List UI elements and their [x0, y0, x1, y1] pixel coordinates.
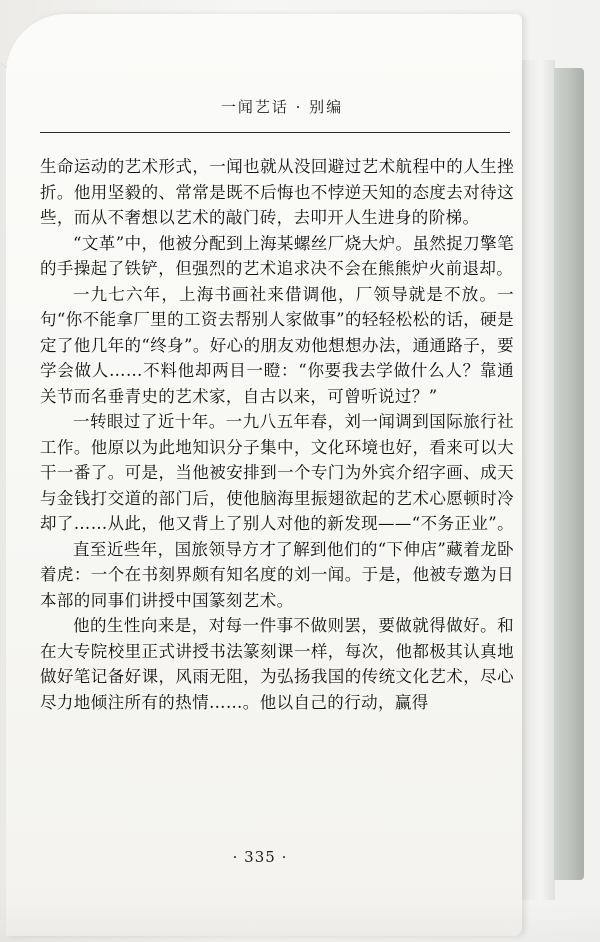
- paragraph-1: 生命运动的艺术形式，一闻也就从没回避过艺术航程中的人生挫折。他用坚毅的、常常是既不后悔也不悖逆天知的态度去对待这些，而从不奢想以艺术的敲门砖，去叩开人生进身的阶梯。: [40, 157, 514, 227]
- book-cover-edge: [554, 68, 584, 880]
- running-head: 一闻艺话 · 别编: [220, 98, 344, 116]
- page-number: · 335 ·: [232, 848, 288, 866]
- paragraph-2: “文革”中，他被分配到上海某螺丝厂烧大炉。虽然捉刀擎笔的手操起了铁铲，但强烈的艺术追求决不会在熊熊炉火前退却。: [40, 233, 514, 278]
- header-rule: [40, 132, 510, 133]
- bottom-shadow: [0, 900, 600, 942]
- paragraph-5: 直至近些年，国旅领导方才了解到他们的“下伸店”藏着龙卧着虎：一个在书刻界颇有知名度的刘一闻。于是，他被专邀为日本部的同事们讲授中国篆刻艺术。: [40, 539, 514, 610]
- paragraph-4: 一转眼过了近十年。一九八五年春，刘一闻调到国际旅行社工作。他原以为此地知识分子集中，文化环境也好，看来可以大干一番了。可是，当他被安排到一个专门为外宾介绍字画、成天与金钱打交道的部门后，使他脑海里振翅欲起的艺术心愿顿时冷却了……从此，他又背上了别人对他的新发现——“不务正业”。: [40, 412, 514, 533]
- body-text: [40, 154, 514, 715]
- paragraph-3: 一九七六年，上海书画社来借调他，厂领导就是不放。一句“你不能拿厂里的工资去帮别人家做事”的轻轻松松的话，硬是定了他几年的“终身”。好心的朋友劝他想想办法，通通路子，要学会做人……不料他却两目一瞪：“你要我去学做什么人？靠通关节而名垂青史的艺术家，自古以来，可曾听说过？”: [40, 284, 514, 406]
- page-stack-edge: [520, 60, 555, 900]
- paragraph-6: 他的生性向来是，对每一件事不做则罢，要做就得做好。和在大专院校里正式讲授书法篆刻课一样，每次，他都极其认真地做好笔记备好课，风雨无阻，为弘扬我国的传统文化艺术，尽心尽力地倾注所有的热情……。他以自己的行动，赢得: [40, 616, 514, 712]
